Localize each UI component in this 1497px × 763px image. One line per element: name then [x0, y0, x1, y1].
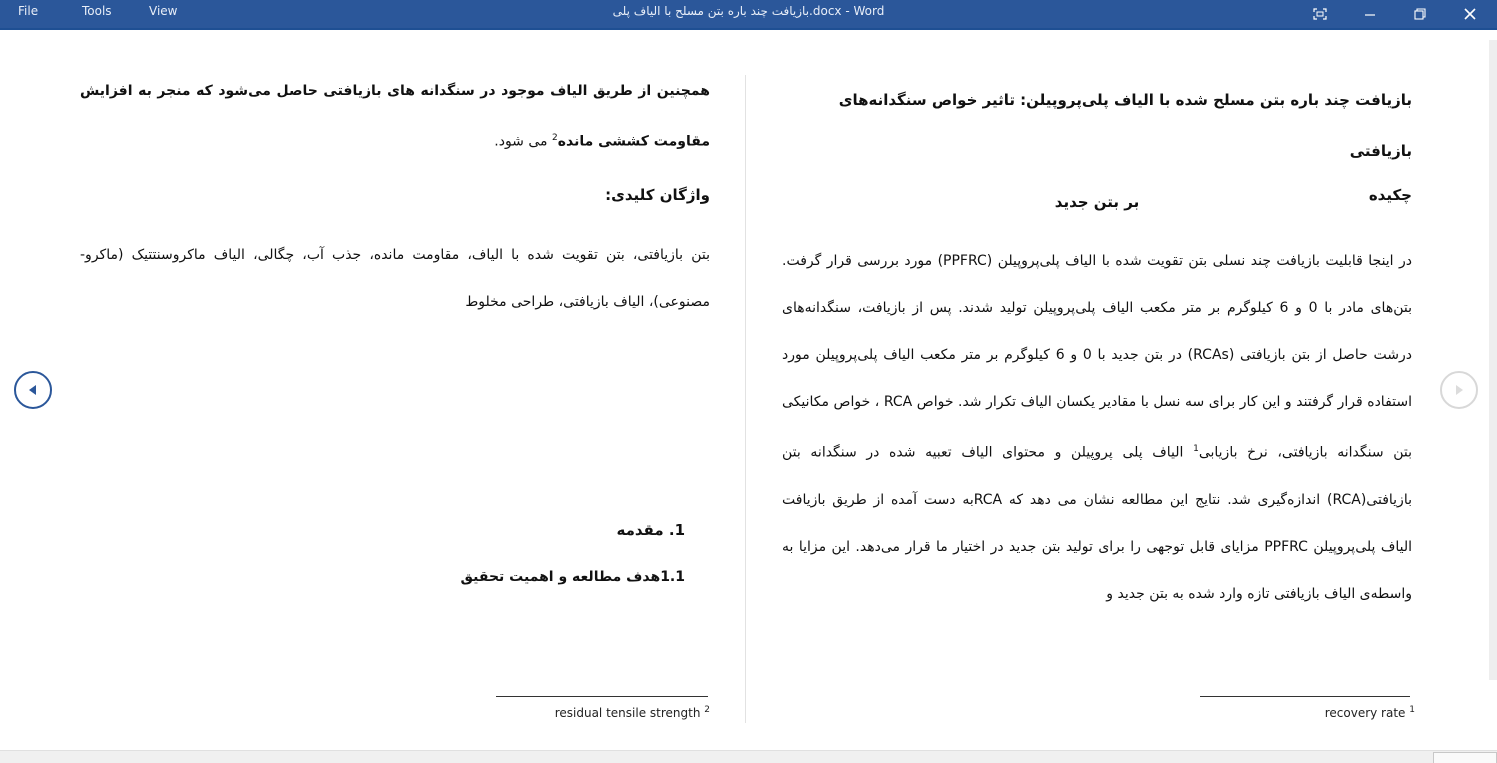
menu-file[interactable]: File	[18, 4, 39, 18]
continuation-text-b: می شود.	[494, 133, 552, 150]
section-heading-introduction: 1. مقدمه	[616, 521, 685, 539]
minimize-icon	[1364, 8, 1376, 20]
title-line-1: بازیافت چند باره بتن مسلح شده با الیاف پلی‌پروپیلن: تاثیر خواص سنگدانه‌های بازیافتی	[838, 91, 1412, 160]
footnote-right-text: recovery rate	[1324, 706, 1406, 720]
chevron-left-icon	[26, 383, 40, 397]
page-divider	[745, 75, 746, 723]
restore-icon	[1414, 8, 1426, 20]
abstract-paragraph	[782, 238, 1412, 614]
vertical-scrollbar[interactable]	[1489, 40, 1497, 680]
continuation-footnote-ref: 2	[551, 133, 558, 143]
focus-mode-button[interactable]	[1300, 0, 1340, 28]
focus-mode-icon	[1313, 8, 1327, 20]
footnote-left-text: residual tensile strength	[554, 706, 701, 720]
keywords-text: بتن بازیافتی، بتن تقویت شده با الیاف، مقاومت مانده، جذب آب، چگالی، الیاف ماکروسنتتیک (ماکرو-مصنوعی)، الیاف بازیافتی، طراحی مخلوط	[80, 247, 710, 310]
footnote-separator-left	[496, 696, 708, 697]
abstract-heading: چکیده	[1368, 186, 1412, 204]
footnote-left	[520, 705, 710, 720]
abstract-footnote-ref: 1	[1193, 444, 1199, 454]
footnote-right	[1300, 705, 1415, 720]
abstract-continuation	[80, 68, 710, 162]
subsection-heading-purpose: 1.1هدف مطالعه و اهمیت تحقیق	[460, 569, 685, 585]
restore-button[interactable]	[1400, 0, 1440, 28]
abstract-text-b: الیاف پلی پروپیلن و محتوای الیاف تعبیه شده در سنگدانه بتن بازیافتی(RCA) اندازه‌گیری شد. نتایج این مطالعه نشان می دهد که RCAبه دست آمده از طریق بازیافت الیاف پلی‌پروپیلن PPFRC مزایای قابل توجهی را برای تولید بتن جدید در اختیار ما قرار می‌دهد. این مزایا به واسطه‌ی الیاف بازیافتی تازه وارد شده به بتن جدید و	[782, 444, 1412, 602]
continuation-text-a: همچنین از طریق الیاف موجود در سنگدانه های بازیافتی حاصل می‌شود که منجر به افزایش مقاومت کششی مانده	[80, 83, 710, 150]
chevron-right-icon	[1452, 383, 1466, 397]
menu-view[interactable]: View	[149, 4, 178, 18]
title-line-2: بر بتن جدید	[1054, 193, 1140, 211]
previous-page-button[interactable]	[14, 371, 52, 409]
footnote-separator-right	[1200, 696, 1410, 697]
close-button[interactable]	[1450, 0, 1490, 28]
status-bar-control[interactable]	[1433, 752, 1497, 763]
footnote-right-number: 1	[1409, 705, 1415, 715]
keywords-heading: واژگان کلیدی:	[605, 186, 710, 204]
abstract-text-a: در اینجا قابلیت بازیافت چند نسلی بتن تقویت شده با الیاف پلی‌پروپیلن (PPFRC) مورد بررسی قرار گرفت. بتن‌های مادر با 0 و 6 کیلوگرم بر متر مکعب الیاف پلی‌پروپیلن تولید شدند. پس از بازیافت، سنگدانه‌های درشت حاصل از بتن بازیافتی (RCAs) در بتن جدید با 0 و 6 کیلوگرم بر متر مکعب الیاف پلی‌پروپیلن مورد استفاده قرار گرفتند و این کار برای سه نسل با مقادیر یکسان الیاف تکرار شد. خواص RCA ، خواص مکانیکی بتن سنگدانه بازیافتی، نرخ بازیابی	[782, 253, 1412, 461]
next-page-button[interactable]	[1440, 371, 1478, 409]
status-bar	[0, 750, 1497, 763]
title-bar	[0, 0, 1497, 28]
menu-tools[interactable]: Tools	[82, 4, 112, 18]
document-title	[782, 75, 1412, 228]
footnote-left-number: 2	[704, 705, 710, 715]
minimize-button[interactable]	[1350, 0, 1390, 28]
close-icon	[1464, 8, 1476, 20]
window-title: بازیافت چند باره بتن مسلح با الیاف پلی.docx - Word	[612, 4, 885, 18]
